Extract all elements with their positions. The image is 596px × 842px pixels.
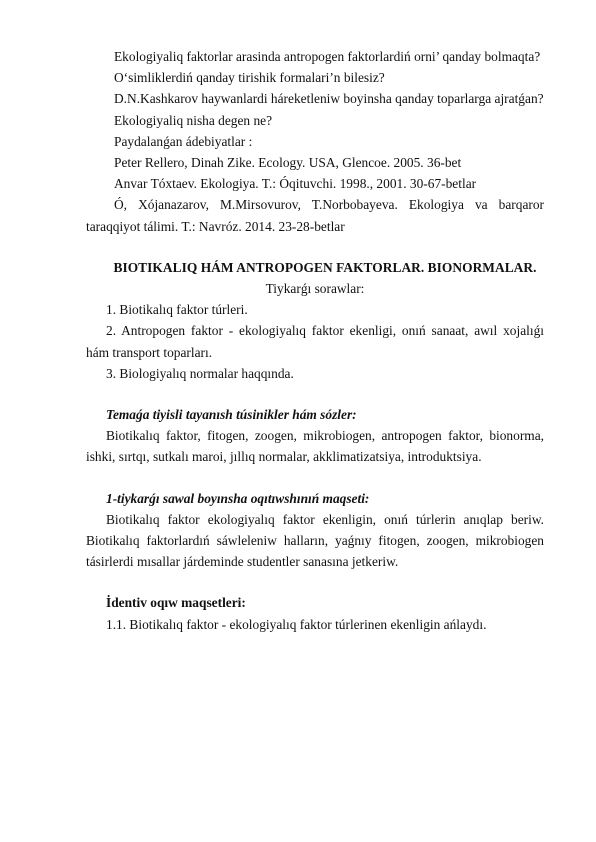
spacer bbox=[86, 468, 544, 488]
references-title: Paydalanǵan ádebiyatlar : bbox=[114, 133, 253, 149]
spacer bbox=[86, 237, 544, 257]
spacer bbox=[86, 572, 544, 592]
section-title: BIOTIKALIQ HÁM ANTROPOGEN FAKTORLAR. BIONORMALAR. bbox=[113, 259, 537, 275]
reference-2: Anvar Tóxtaev. Ekologiya. T.: Óqituvchi. 1998., 2001. 30-67-betlar bbox=[114, 176, 477, 192]
reference-1: Peter Rellero, Dinah Zike. Ecology. USA, Glencoe. 2005. 36-bet bbox=[114, 155, 462, 171]
question-2: O‘simliklerdiń qanday tirishik formalari’n bilesiz? bbox=[114, 70, 385, 86]
main-question-2: 2. Antropogen faktor - ekologiyalıq faktor ekenligi, onıń sanaat, awıl xojalıǵı hám transport toparları. bbox=[86, 323, 544, 360]
terms-title: Temaǵa tiyisli tayanısh túsinikler hám sózler: bbox=[106, 407, 357, 423]
main-question-3: 3. Biologiyalıq normalar haqqında. bbox=[106, 365, 294, 381]
question-3: D.N.Kashkarov haywanlardi háreketleniw boyinsha qanday toparlarga ajratǵan? bbox=[114, 91, 544, 107]
reference-3: Ó, Xójanazarov, M.Mirsovurov, T.Norbobayeva. Ekologiya va barqaror taraqqiyot tálimi. T.: Navróz. 2014. 23-28-betlar bbox=[86, 197, 544, 234]
terms-text: Biotikalıq faktor, fitogen, zoogen, mikrobiogen, antropogen faktor, bionorma, ishki, sırtqı, sutkalı maroi, jıllıq normalar, akklimatizatsiya, introduktsiya. bbox=[86, 428, 544, 465]
question-1: Ekologiyaliq faktorlar arasinda antropogen faktorlardiń orni’ qanday bolmaqta? bbox=[114, 49, 541, 64]
question-4: Ekologiyaliq nisha degen ne? bbox=[114, 112, 273, 128]
identiv-title: İdentiv oqıw maqsetleri: bbox=[106, 595, 246, 611]
spacer bbox=[86, 384, 544, 404]
document-page bbox=[86, 46, 544, 635]
goal-text: Biotikalıq faktor ekologiyalıq faktor ekenligin, onıń túrlerin anıqlap beriw. Biotikalıq faktorlardıń sáwleleniw halların, yaǵnıy fitogen, zoogen, mikrobiogen tásirlerdi mısallar járdeminde studentler sanasına jetkeriw. bbox=[86, 511, 544, 570]
identiv-item-1: 1.1. Biotikalıq faktor - ekologiyalıq faktor túrlerinen ekenligin ańlaydı. bbox=[106, 616, 487, 632]
main-question-1: 1. Biotikalıq faktor túrleri. bbox=[106, 302, 248, 318]
section-subtitle: Tiykarǵı sorawlar: bbox=[265, 281, 365, 297]
goal-title: 1-tiykarǵı sawal boyınsha oqıtıwshınıń maqseti: bbox=[106, 490, 370, 506]
